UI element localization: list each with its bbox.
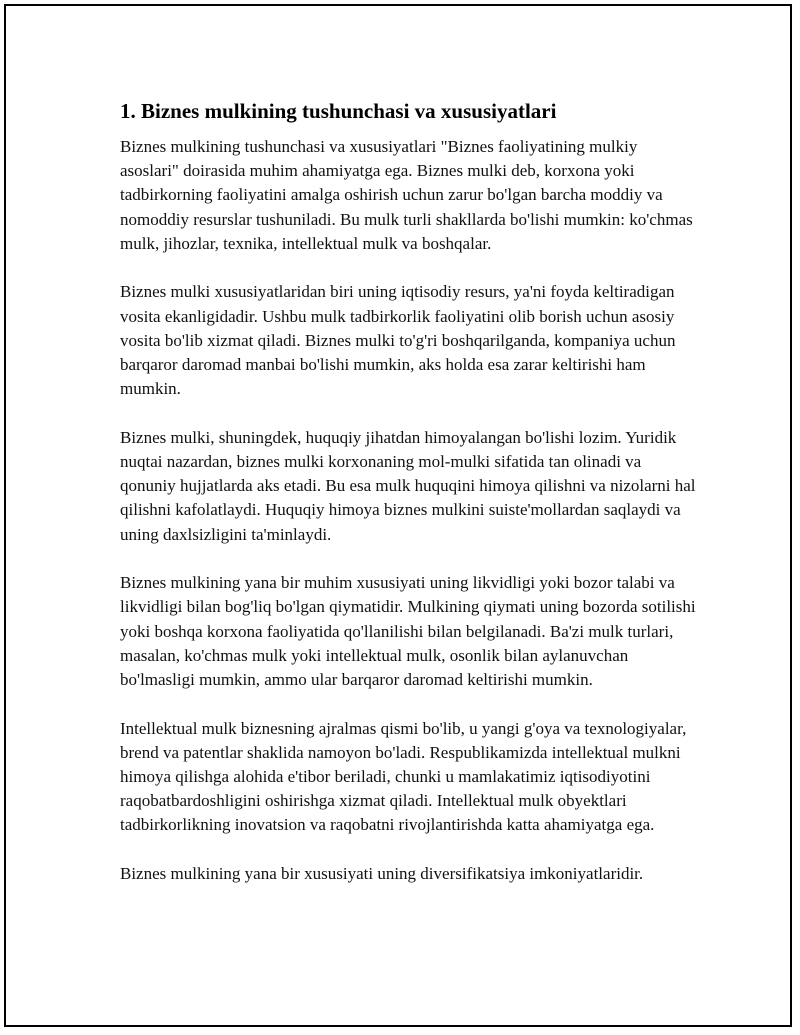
paragraph-legal-protection: Biznes mulki, shuningdek, huquqiy jihatdan himoyalangan bo'lishi lozim. Yuridik nuqtai nazardan, biznes mulki korxonaning mol-mulki sifatida tan olinadi va qonuniy hujjatlarda aks etadi. Bu esa mulk huquqini himoya qilishni va nizolarni hal qilishni kafolatlaydi. Huquqiy himoya biznes mulkini suiste'mollardan saqlaydi va uning daxlsizligini ta'minlaydi.: [120, 427, 696, 544]
paragraph-liquidity: Biznes mulkining yana bir muhim xususiyati uning likvidligi yoki bozor talabi va likvidligi bilan bog'liq bo'lgan qiymatidir. Mulkining qiymati uning bozorda sotilishi yoki boshqa korxona faoliyatida qo'llanilishi bilan belgilanadi. Ba'zi mulk turlari, masalan, ko'chmas mulk yoki intellektual mulk, osonlik bilan aylanuvchan bo'lmasligi mumkin, ammo ular barqaror daromad keltirishi mumkin.: [120, 573, 696, 690]
document-title: 1. Biznes mulkining tushunchasi va xususiyatlari: [120, 99, 557, 123]
paragraph-diversification: Biznes mulkining yana bir xususiyati uning diversifikatsiya imkoniyatlaridir.: [120, 864, 644, 884]
paragraph-economic-resource: Biznes mulki xususiyatlaridan biri uning iqtisodiy resurs, ya'ni foyda keltiradigan vosita ekanligidadir. Ushbu mulk tadbirkorlik faoliyatini olib borish uchun asosiy vosita bo'lib xizmat qiladi. Biznes mulki to'g'ri boshqarilganda, kompaniya uchun barqaror daromad manbai bo'lishi mumkin, aks holda esa zarar keltirishi ham mumkin.: [120, 282, 676, 399]
paragraph-definition: Biznes mulkining tushunchasi va xususiyatlari "Biznes faoliyatining mulkiy asoslari" doirasida muhim ahamiyatga ega. Biznes mulki deb, korxona yoki tadbirkorning faoliyatini amalga oshirish uchun zarur bo'lgan barcha moddiy va nomoddiy resurslar tushuniladi. Bu mulk turli shakllarda bo'lishi mumkin: ko'chmas mulk, jihozlar, texnika, intellektual mulk va boshqalar.: [120, 137, 693, 253]
document-body: [120, 98, 700, 911]
page-frame: [4, 4, 792, 1027]
paragraph-intellectual-property: Intellektual mulk biznesning ajralmas qismi bo'lib, u yangi g'oya va texnologiyalar, brend va patentlar shaklida namoyon bo'ladi. Respublikamizda intellektual mulkni himoya qilishga alohida e'tibor beriladi, chunki u mamlakatimiz iqtisodiyotini raqobatbardoshligini oshirishga xizmat qiladi. Intellektual mulk obyektlari tadbirkorlikning inovatsion va raqobatni rivojlantirishda katta ahamiyatga ega.: [120, 718, 687, 835]
